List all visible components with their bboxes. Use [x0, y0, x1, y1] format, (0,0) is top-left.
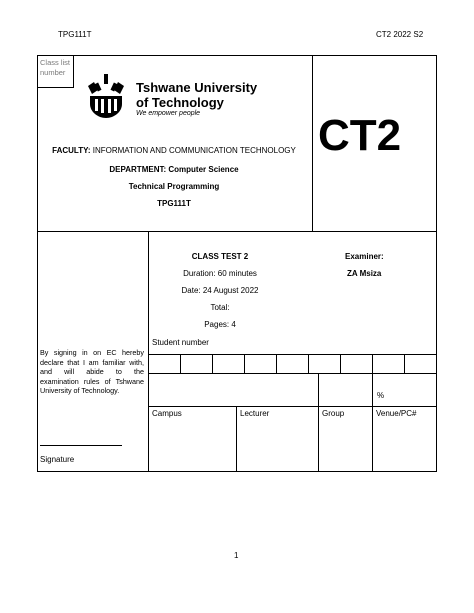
- university-name-line2: of Technology: [136, 95, 224, 110]
- department-line: DEPARTMENT: Computer Science: [109, 165, 239, 174]
- page-count: Pages: 4: [204, 320, 236, 329]
- university-name-line1: Tshwane University: [136, 80, 258, 95]
- percent-sign: %: [377, 391, 385, 400]
- duration: Duration: 60 minutes: [183, 269, 257, 278]
- test-big-title: CT2: [318, 111, 402, 160]
- campus-label: Campus: [152, 409, 182, 418]
- faculty-label: FACULTY:: [52, 146, 91, 155]
- class-list-label: Class list number: [40, 58, 71, 77]
- declaration-text: By signing in on EC hereby declare that I am familiar with, and will abide to the examination rules of Tshwane University of Technology.: [40, 348, 144, 395]
- test-date: Date: 24 August 2022: [181, 286, 259, 295]
- header-course-code: TPG111T: [58, 30, 92, 39]
- class-test-title: CLASS TEST 2: [191, 252, 249, 261]
- tut-logo: [82, 72, 130, 120]
- university-tagline: We empower people: [136, 110, 201, 117]
- group-label: Group: [322, 409, 345, 418]
- course-code-line: TPG111T: [157, 199, 191, 208]
- examiner-name: ZA Msiza: [347, 269, 382, 278]
- total-marks: Total:: [210, 303, 230, 312]
- examiner-label: Examiner:: [345, 252, 384, 261]
- lecturer-label: Lecturer: [240, 409, 270, 418]
- page-number: 1: [234, 551, 239, 560]
- signature-line: [40, 445, 122, 446]
- faculty-line: [40, 146, 308, 155]
- signature-label: Signature: [40, 455, 75, 464]
- header-test-id: CT2 2022 S2: [376, 30, 424, 39]
- subject-line: Technical Programming: [128, 182, 220, 191]
- venue-label: Venue/PC#: [376, 409, 417, 418]
- student-number-label: Student number: [152, 338, 209, 347]
- tut-crest-icon: [82, 72, 130, 120]
- faculty-value: INFORMATION AND COMMUNICATION TECHNOLOGY: [92, 146, 296, 155]
